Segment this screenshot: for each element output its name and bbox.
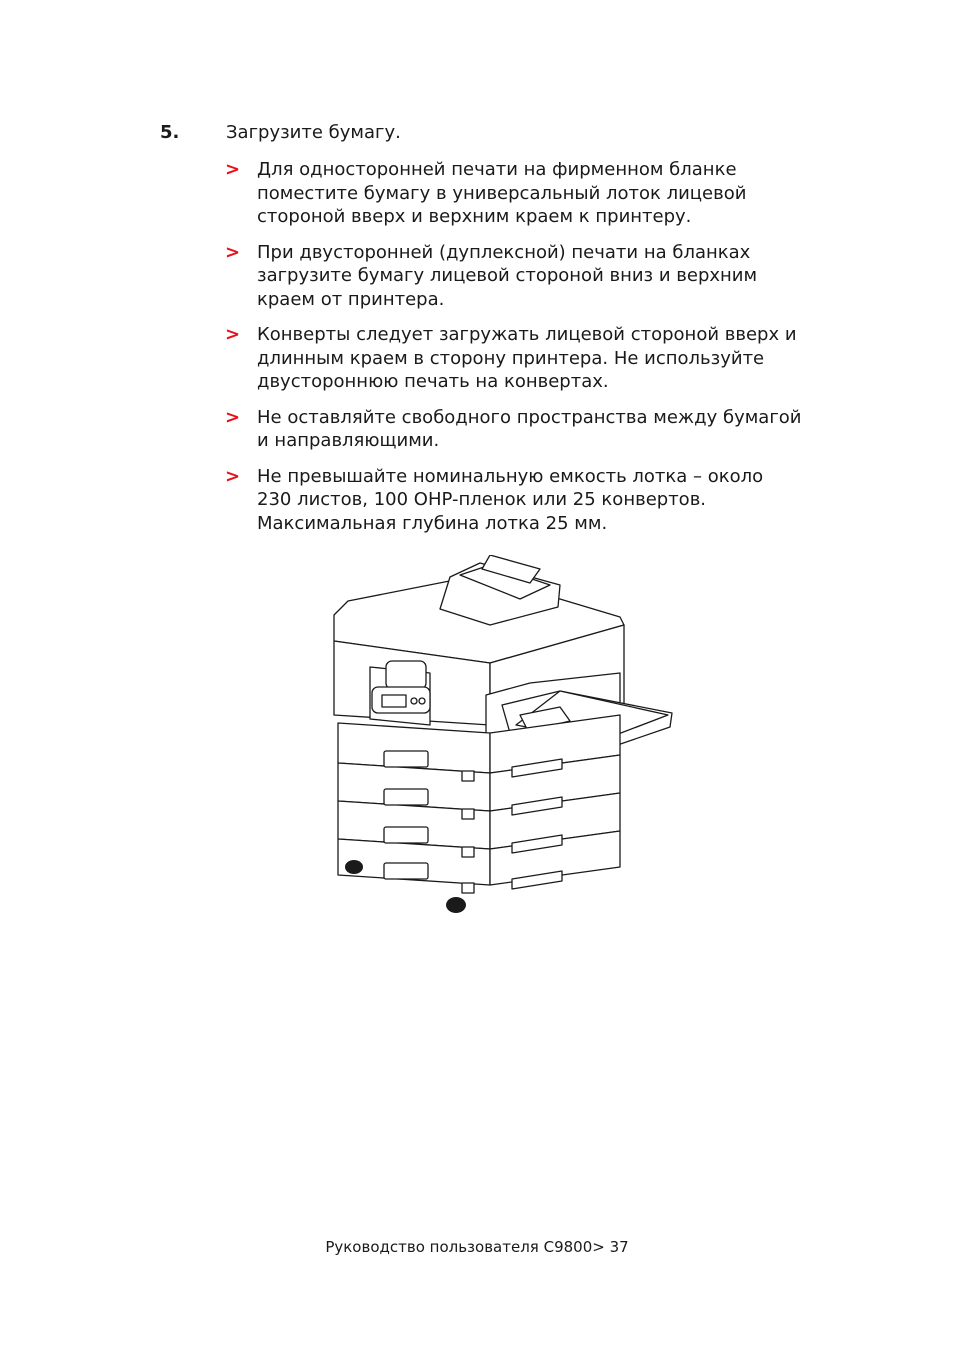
bullet-item <box>225 241 825 312</box>
bullet-line: загрузите бумагу лицевой стороной вниз и верхним <box>257 265 758 286</box>
bullet-marker-icon: > <box>225 159 241 180</box>
instruction-list <box>225 158 825 547</box>
bullet-text <box>257 406 825 453</box>
bullet-line: и направляющими. <box>257 430 440 451</box>
bullet-line: двустороннюю печать на конвертах. <box>257 371 609 392</box>
bullet-text <box>257 323 825 394</box>
bullet-item <box>225 406 825 453</box>
bullet-line: Для односторонней печати на фирменном бланке <box>257 159 737 180</box>
bullet-line: поместите бумагу в универсальный лоток лицевой <box>257 182 747 204</box>
bullet-line: Не превышайте номинальную емкость лотка – около <box>257 465 764 487</box>
bullet-line: При двусторонней (дуплексной) печати на бланках <box>257 241 751 263</box>
step-title: Загрузите бумагу. <box>226 122 401 143</box>
bullet-text <box>257 158 825 229</box>
bullet-item <box>225 158 825 229</box>
printer-illustration-icon <box>330 555 675 915</box>
bullet-item <box>225 323 825 394</box>
bullet-line: краем от принтера. <box>257 288 445 310</box>
bullet-marker-icon: > <box>225 324 241 345</box>
bullet-item <box>225 465 825 536</box>
bullet-marker-icon: > <box>225 465 241 487</box>
bullet-line: длинным краем в сторону принтера. Не используйте <box>257 347 765 369</box>
bullet-line: Максимальная глубина лотка 25 мм. <box>257 512 608 534</box>
step-number: 5. <box>160 122 180 143</box>
page-footer: Руководство пользователя C9800> 37 <box>325 1238 629 1256</box>
bullet-text <box>257 241 825 312</box>
bullet-marker-icon: > <box>225 406 241 428</box>
bullet-line: Не оставляйте свободного пространства между бумагой <box>257 406 802 428</box>
bullet-line: Конверты следует загружать лицевой стороной вверх и <box>257 324 797 345</box>
bullet-line: 230 листов, 100 OHP-пленок или 25 конвертов. <box>257 489 707 510</box>
bullet-marker-icon: > <box>225 241 241 263</box>
bullet-line: стороной вверх и верхним краем к принтеру. <box>257 206 692 227</box>
bullet-text <box>257 465 825 536</box>
